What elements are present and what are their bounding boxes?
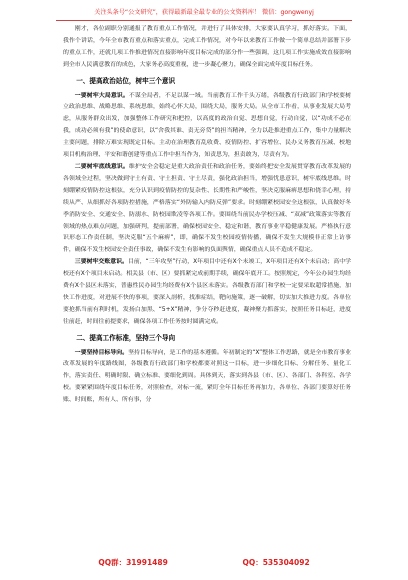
paragraph-lead: 一要坚持目标导向。	[74, 349, 129, 356]
footer-qq-group: QQ群：31991489	[98, 558, 168, 567]
header-banner: 关注头条号“公文研究”，获得最新最全最专业的公文资料库！ 微信：gongwenyj	[94, 9, 314, 16]
section-heading-1: 一、提高政治站位，树牢三个意识	[76, 76, 176, 85]
section1-paragraph-1	[63, 91, 351, 162]
footer-contact	[0, 557, 408, 568]
paragraph-text: 不谋全局者，不足以谋一域。当前教育工作千头万绪，各级教育行政部门和学校要树立政治思维、战略思维、系统思维，始终心怀大局，围绕大局，服务大局。从全市工作看，从事业发展大局考虑，从服务群众出发，加强整体工作研究和把控，以高度的政治自觉、思想自觉，行动自觉，以“功成不必在我，成功必须有我”的使命意识，以“舍我其谁、责无旁贷”的担当精神，全力以赴推进重点工作，集中力量解决主要问题，排除万难实现既定目标。主动在治理教育乱收费、疫情防控、扩容增位、民办义务教育压减、校地项目机构治理、平安和谐创建等重点工作中担当作为，知责思为，担责敢为，尽责有为。	[63, 92, 351, 159]
paragraph-lead: 三要树牢交账意识。	[74, 259, 128, 266]
section1-paragraph-2	[63, 162, 351, 257]
intro-paragraph: 刚才，各位副职分别通报了教育重点工作情况，并进行了具体安排，大家要认真学习，抓好落实。下面，我作个讲话，今年全市教育重点和落实重点，完成工作情况，对今年以来教育工作做一个简单总结并部署下步的重点工作，还就几项工作推进情况直接影响年度目标完成的部分作一些强调，这几项工作实施成效直接影响到全市人民满意教育的成色，大家务必高度重视，进一步凝心聚力，确保全面完成年度目标任务。	[63, 26, 351, 68]
document-body	[63, 24, 351, 407]
paragraph-lead: 二要树牢底线意识。	[74, 163, 129, 170]
footer-qq: QQ：535304092	[242, 558, 310, 567]
paragraph-text: 目前，“三年攻坚”行动，X年项目中还有X个未竣工，X年项目还有X个未启动；高中学校还有X个项目未启动。相关县（市、区）要抓紧完成前期手续，确保年底开工。按照规定，今年公办园生均经费有X个县区未落实，普惠性民办园生均经费有X个县区未落实。各级教育部门和学校一定要采取超常措施，加快工作进度，对进展不快的事项，要深入剖析，找准症结，靶向施策，逐一破解，切实加大推进力度。各单位要抢抓当前有利时机，发扬白加黑、“5+X”精神，争分夺秒赶进度，凝神聚力抓落实，按照任务目标赶，进度往前赶，时间往前提要求，确保各项工作任务按时圆满完成。	[63, 259, 351, 325]
section2-paragraph-1	[63, 348, 351, 408]
header-divider	[56, 20, 352, 21]
paragraph-text: 维护安全会稳定是重大政治责任和政治任务，要始终把安全发展贯穿教育改革发展的各领域全过程，坚决做到守土有责、守土担责、守土尽责，强化政治担当，增强忧患意识，树牢底线思维。时刻绷紧疫情防控这根弦，充分认识到疫情防控的复杂性、长期性和严峻性，坚决克服麻痹思想和侥幸心理，持续从严、从细抓好各项防控措施，严格落实“外防输入内防反弹”要求。时刻绷紧校园安全这根弦，认真做好冬季消防安全、交通安全、防溺水、防校园欺凌等各项工作。要围绕当前民办学校压减、“双减”政策落实等教育领域的热点难点问题，加强研判，提前部署，确保校园安全、稳定和谐，教育事业平稳健康发展。严格执行意识形态工作责任制，坚决克服“五个麻痹”，即，确保不发生校园疫情传播，确保不发生大规模非正常上访事件，确保不发生校园安全责任事故，确保不发生有影响的负面舆情，确保重点人员不造成不稳定。	[63, 163, 351, 254]
section1-paragraph-3	[63, 257, 351, 328]
paragraph-text: 坚持目标导向，是工作的基本遵循。年初制定的“X”整体工作思路，就是全市教育事业改革发展的年度路线图，各级教育行政部门和学校都要对照这一目标，进一步细化目标、分解任务、量化工作，落实责任、明确时限、确立标准、要细化到周。具体到天，落实到各县（市、区）、各部门、各科室、各学校。要紧紧围绕年度目标任务，对照检查，对标一流，紧盯全年目标任务再加力，各单位、各部门要算好任务账、时间账，所有人、所有事，分	[63, 349, 351, 404]
paragraph-lead: 一要树牢大局意识。	[74, 92, 129, 99]
section-heading-2: 二、提高工作标准，坚持三个导向	[76, 333, 176, 342]
